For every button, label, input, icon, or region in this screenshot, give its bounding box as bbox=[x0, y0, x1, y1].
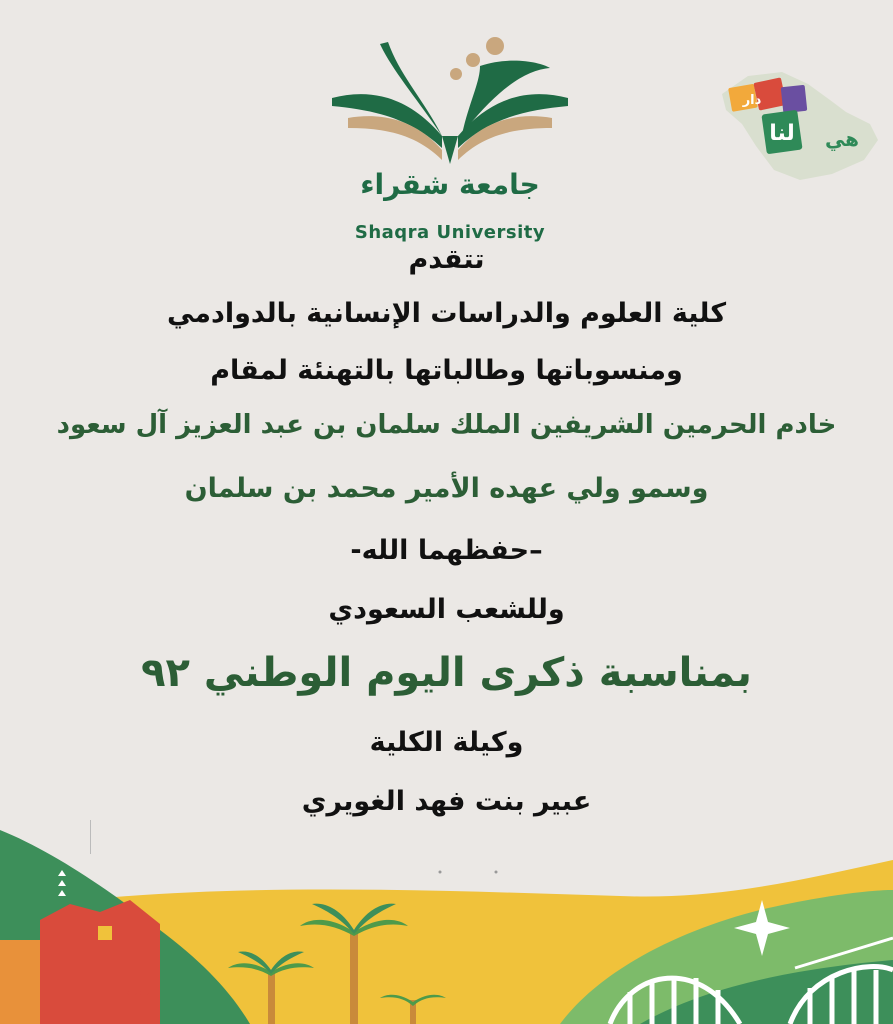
message-line-5: وسمو ولي عهده الأمير محمد بن سلمان bbox=[184, 473, 709, 504]
message-line-4: خادم الحرمين الشريفين الملك سلمان بن عبد العزيز آل سعود bbox=[56, 410, 837, 440]
open-book-icon bbox=[330, 36, 570, 171]
message-line-3: ومنسوباتها وطالباتها بالتهنئة لمقام bbox=[210, 355, 683, 386]
message-line-10: عبير بنت فهد الغويري bbox=[301, 786, 592, 817]
university-name-arabic-calligraphy bbox=[330, 158, 570, 208]
svg-text:دار: دار bbox=[742, 93, 762, 108]
message-line-6: –حفظهما الله- bbox=[350, 535, 543, 566]
message-line-8: بمناسبة ذكرى اليوم الوطني ٩٢ bbox=[141, 650, 752, 696]
university-logo bbox=[330, 36, 570, 243]
message-line-1: تتقدم bbox=[408, 244, 485, 275]
national-day-logo bbox=[712, 66, 882, 186]
message-line-7: وللشعب السعودي bbox=[328, 594, 565, 625]
svg-text:جامعة شقراء: جامعة شقراء bbox=[360, 168, 540, 201]
message-line-9: وكيلة الكلية bbox=[369, 727, 524, 758]
svg-text:لنا: لنا bbox=[769, 121, 795, 146]
red-building bbox=[40, 900, 160, 1024]
university-name-english: Shaqra University bbox=[354, 222, 546, 243]
message-line-2: كلية العلوم والدراسات الإنسانية بالدوادمي bbox=[166, 298, 727, 329]
decorative-footer-illustration bbox=[0, 820, 893, 1024]
svg-text:هي: هي bbox=[824, 127, 860, 151]
